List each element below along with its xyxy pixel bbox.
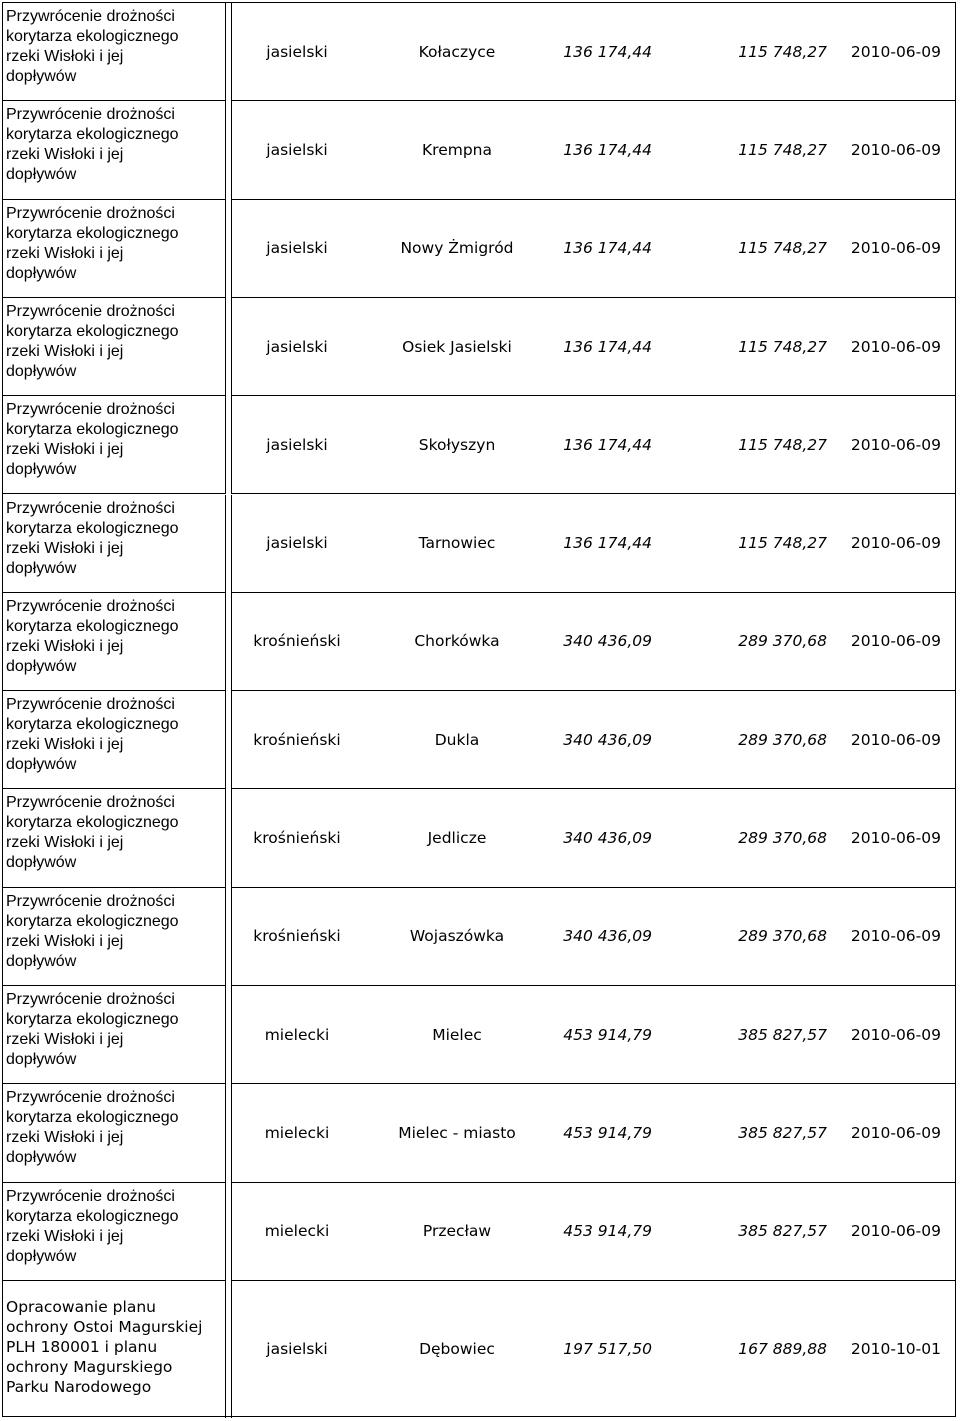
- date-cell: 2010-06-09: [850, 1123, 941, 1142]
- details-cell: [231, 298, 955, 396]
- total-amount-cell: 340 436,09: [563, 730, 652, 749]
- table-row: [3, 1281, 955, 1418]
- details-cell: [231, 789, 955, 887]
- grant-amount-cell: 289 370,68: [738, 730, 827, 749]
- project-name-cell: Przywrócenie drożności korytarza ekologicznego rzeki Wisłoki i jej dopływów: [3, 789, 226, 887]
- grant-amount-cell: 289 370,68: [738, 632, 827, 651]
- gmina-cell: Nowy Żmigród: [400, 239, 514, 258]
- gmina-cell: Kołaczyce: [418, 42, 496, 61]
- details-cell: [231, 691, 955, 789]
- project-name-cell: Przywrócenie drożności korytarza ekologicznego rzeki Wisłoki i jej dopływów: [3, 200, 226, 298]
- powiat-cell: krośnieński: [253, 829, 341, 848]
- total-amount-cell: 453 914,79: [563, 1222, 652, 1241]
- powiat-cell: jasielski: [266, 140, 328, 159]
- date-cell: 2010-06-09: [850, 730, 941, 749]
- total-amount-cell: 340 436,09: [563, 927, 652, 946]
- table-row: [3, 495, 955, 593]
- project-name-cell: Przywrócenie drożności korytarza ekologicznego rzeki Wisłoki i jej dopływów: [3, 691, 226, 789]
- powiat-cell: krośnieński: [253, 927, 341, 946]
- grant-amount-cell: 385 827,57: [738, 1222, 827, 1241]
- powiat-cell: jasielski: [266, 534, 328, 553]
- gmina-cell: Tarnowiec: [418, 534, 496, 553]
- grant-amount-cell: 115 748,27: [738, 140, 827, 159]
- powiat-cell: mielecki: [264, 1222, 330, 1241]
- details-cell: [231, 593, 955, 691]
- total-amount-cell: 136 174,44: [563, 239, 652, 258]
- powiat-cell: jasielski: [266, 337, 328, 356]
- grant-amount-cell: 115 748,27: [738, 42, 827, 61]
- details-cell: [231, 1183, 955, 1281]
- gmina-cell: Przecław: [422, 1222, 492, 1241]
- project-name-cell: Przywrócenie drożności korytarza ekologicznego rzeki Wisłoki i jej dopływów: [3, 298, 226, 396]
- gmina-cell: Krempna: [422, 140, 492, 159]
- table-row: [3, 1183, 955, 1281]
- grant-amount-cell: 385 827,57: [738, 1123, 827, 1142]
- grant-amount-cell: 115 748,27: [738, 435, 827, 454]
- powiat-cell: jasielski: [266, 42, 328, 61]
- table-row: [3, 298, 955, 396]
- details-cell: [231, 101, 955, 199]
- powiat-cell: jasielski: [266, 435, 328, 454]
- table-row: [3, 1084, 955, 1182]
- grant-amount-cell: 167 889,88: [738, 1340, 827, 1359]
- total-amount-cell: 340 436,09: [563, 829, 652, 848]
- details-cell: [231, 200, 955, 298]
- project-name-cell: Opracowanie planu ochrony Ostoi Magurskiej PLH 180001 i planu ochrony Magurskiego Parku Narodowego: [3, 1281, 226, 1418]
- gmina-cell: Mielec: [432, 1025, 482, 1044]
- table-row: [3, 593, 955, 691]
- grant-amount-cell: 115 748,27: [738, 534, 827, 553]
- project-name-cell: Przywrócenie drożności korytarza ekologicznego rzeki Wisłoki i jej dopływów: [3, 888, 226, 986]
- date-cell: 2010-06-09: [850, 927, 941, 946]
- gmina-cell: Skołyszyn: [418, 435, 496, 454]
- total-amount-cell: 197 517,50: [563, 1340, 652, 1359]
- date-cell: 2010-06-09: [850, 1222, 941, 1241]
- date-cell: 2010-10-01: [850, 1340, 941, 1359]
- total-amount-cell: 453 914,79: [563, 1123, 652, 1142]
- project-name-cell: Przywrócenie drożności korytarza ekologicznego rzeki Wisłoki i jej dopływów: [3, 986, 226, 1084]
- project-name-cell: Przywrócenie drożności korytarza ekologicznego rzeki Wisłoki i jej dopływów: [3, 1183, 226, 1281]
- powiat-cell: jasielski: [266, 239, 328, 258]
- date-cell: 2010-06-09: [850, 42, 941, 61]
- gmina-cell: Wojaszówka: [409, 927, 505, 946]
- table-row: [3, 396, 955, 494]
- date-cell: 2010-06-09: [850, 337, 941, 356]
- table-row: [3, 986, 955, 1084]
- details-cell: [231, 3, 955, 101]
- table-row: [3, 888, 955, 986]
- date-cell: 2010-06-09: [850, 140, 941, 159]
- details-cell: [231, 1281, 955, 1418]
- grant-amount-cell: 385 827,57: [738, 1025, 827, 1044]
- date-cell: 2010-06-09: [850, 239, 941, 258]
- total-amount-cell: 136 174,44: [563, 337, 652, 356]
- project-name-cell: Przywrócenie drożności korytarza ekologicznego rzeki Wisłoki i jej dopływów: [3, 101, 226, 199]
- grant-amount-cell: 289 370,68: [738, 927, 827, 946]
- details-cell: [231, 396, 955, 494]
- table-row: [3, 691, 955, 789]
- grant-amount-cell: 115 748,27: [738, 239, 827, 258]
- gmina-cell: Osiek Jasielski: [402, 337, 512, 356]
- project-name-cell: Przywrócenie drożności korytarza ekologicznego rzeki Wisłoki i jej dopływów: [3, 495, 226, 593]
- powiat-cell: krośnieński: [253, 730, 341, 749]
- powiat-cell: jasielski: [266, 1340, 328, 1359]
- gmina-cell: Dębowiec: [419, 1340, 495, 1359]
- total-amount-cell: 136 174,44: [563, 435, 652, 454]
- total-amount-cell: 136 174,44: [563, 140, 652, 159]
- date-cell: 2010-06-09: [850, 435, 941, 454]
- total-amount-cell: 136 174,44: [563, 42, 652, 61]
- date-cell: 2010-06-09: [850, 632, 941, 651]
- grant-amount-cell: 289 370,68: [738, 829, 827, 848]
- table-row: [3, 101, 955, 199]
- powiat-cell: mielecki: [264, 1025, 330, 1044]
- table-row: [3, 789, 955, 887]
- date-cell: 2010-06-09: [850, 1025, 941, 1044]
- powiat-cell: krośnieński: [253, 632, 341, 651]
- total-amount-cell: 136 174,44: [563, 534, 652, 553]
- powiat-cell: mielecki: [264, 1123, 330, 1142]
- gmina-cell: Mielec - miasto: [398, 1123, 516, 1142]
- project-name-cell: Przywrócenie drożności korytarza ekologicznego rzeki Wisłoki i jej dopływów: [3, 1084, 226, 1182]
- project-name-cell: Przywrócenie drożności korytarza ekologicznego rzeki Wisłoki i jej dopływów: [3, 396, 226, 494]
- date-cell: 2010-06-09: [850, 829, 941, 848]
- grant-amount-cell: 115 748,27: [738, 337, 827, 356]
- total-amount-cell: 340 436,09: [563, 632, 652, 651]
- data-table: [2, 2, 956, 1417]
- gmina-cell: Jedlicze: [427, 829, 487, 848]
- total-amount-cell: 453 914,79: [563, 1025, 652, 1044]
- project-name-cell: Przywrócenie drożności korytarza ekologicznego rzeki Wisłoki i jej dopływów: [3, 3, 226, 101]
- gmina-cell: Chorkówka: [414, 632, 500, 651]
- gmina-cell: Dukla: [434, 730, 480, 749]
- details-cell: [231, 888, 955, 986]
- table-row: [3, 3, 955, 101]
- details-cell: [231, 1084, 955, 1182]
- table-row: [3, 200, 955, 298]
- details-cell: [231, 495, 955, 593]
- details-cell: [231, 986, 955, 1084]
- project-name-cell: Przywrócenie drożności korytarza ekologicznego rzeki Wisłoki i jej dopływów: [3, 593, 226, 691]
- date-cell: 2010-06-09: [850, 534, 941, 553]
